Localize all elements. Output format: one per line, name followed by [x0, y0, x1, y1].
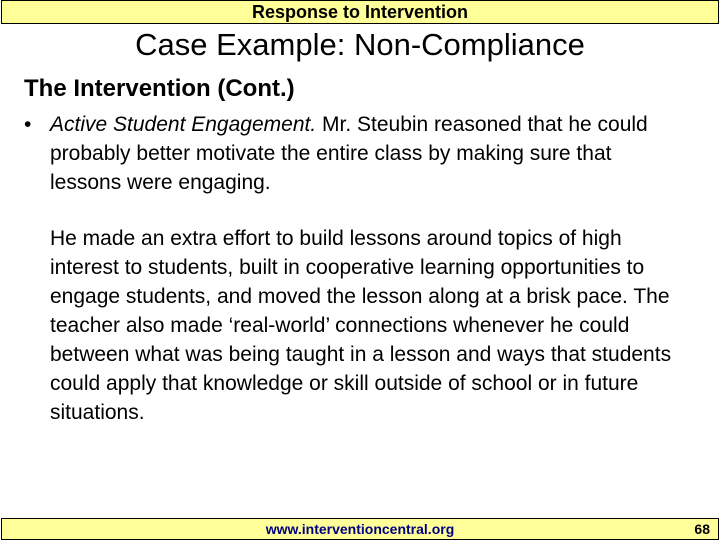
slide-title: Case Example: Non-Compliance: [135, 27, 585, 62]
bullet-text: [50, 110, 684, 197]
bullet-lead: Active Student Engagement.: [50, 113, 317, 136]
footer-bar: [1, 518, 719, 540]
bullet-list: [24, 110, 684, 197]
banner-title: Response to Intervention: [251, 2, 469, 22]
slide-subtitle: The Intervention (Cont.): [24, 75, 295, 102]
top-banner: [1, 0, 719, 24]
footer-url-link[interactable]: www.interventioncentral.org: [265, 521, 455, 537]
body-paragraph: He made an extra effort to build lessons around topics of high interest to students, built in cooperative learning opportunities to engage students, and moved the lesson along at a brisk pace. The teacher also made ‘real-world’ connections whenever he could between what was being taught in a lesson and ways that students could apply that knowledge or skill outside of school or in future situations.: [50, 227, 672, 424]
page-number: 68: [694, 521, 710, 537]
bullet-item: [24, 110, 684, 197]
bullet-icon: •: [24, 113, 32, 136]
bullet-body: Mr. Steubin reasoned that he could probably better motivate the entire class by making sure that lessons were engaging.: [50, 113, 648, 194]
